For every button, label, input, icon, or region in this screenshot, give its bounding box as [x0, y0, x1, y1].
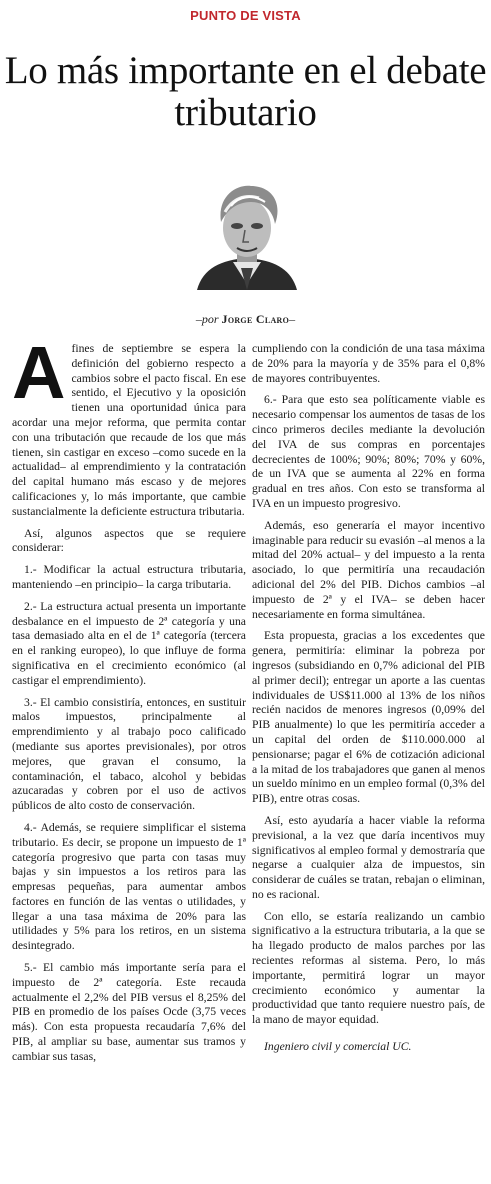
dropcap: A	[12, 342, 66, 414]
paragraph-text: fines de septiembre se espera la definición del gobierno respecto a cambios sobre el pacto fiscal. En ese sentido, el Ejecutivo y la oposición tienen una oportunidad única para acordar una mejor reforma, que permita contar con una tributación que recaude de los que más tienen, sin castigar en exceso –como sucede en la actualidad– al emprendimiento y la contratación del capital humano más escaso y de mejores calificaciones y, lo más importante, que cambie sustancialmente la deficiente estructura tributaria.	[12, 342, 246, 518]
paragraph: Además, eso generaría el mayor incentivo imaginable para reducir su evasión –al menos a la mitad del 20% actual– y del impuesto a la renta asociado, lo que permitiría una recaudación adicional del 2% del PIB. Dichos cambios –al impuesto de 2ª y el IVA– se deben hacer necesariamente en forma simultánea.	[252, 518, 485, 621]
headline: Lo más importante en el debate tributario	[4, 49, 487, 134]
paragraph: Esta propuesta, gracias a los excedentes que genera, permitiría: eliminar la pobreza por ingresos (subsidiando en 0,7% adicional del PIB al primer decil); entregar un aporte a las cuentas individuales de US$11.000 al 13% de los niños recién nacidos de menores ingresos (0,09% del PIB anualmente) lo que les permitiría acceder a un capital del orden de $110.000.000 al pensionarse; pagar el 6% de cotización adicional a la mitad de los trabajadores que ganen al menos un sueldo mínimo en un empleo formal (0,3% del PIB), entre otras cosas.	[252, 629, 485, 806]
paragraph: cumpliendo con la condición de una tasa máxima de 20% para la mayoría y de 35% para el 0,8% de mayores contribuyentes.	[252, 342, 485, 385]
paragraph: 1.- Modificar la actual estructura tributaria, manteniendo –en principio– la carga tributaria.	[12, 563, 246, 591]
author-portrait	[193, 172, 301, 290]
byline-prefix: –por	[195, 312, 222, 326]
paragraph: Así, algunos aspectos que se requiere considerar:	[12, 526, 246, 555]
column-right	[252, 342, 485, 1142]
paragraph: 4.- Además, se requiere simplificar el sistema tributario. Es decir, se propone un impuesto de 1ª categoría progresivo que parta con tasas muy bajas y sin impuestos a los retiros para las empresas pequeñas, para aumentar ambos factores en función de las ventas o utilidades, y llegar a una tasa máxima de 20% para las utilidades y 5% para los retiros, en un sistema desintegrado.	[12, 820, 246, 953]
paragraph: 3.- El cambio consistiría, entonces, en sustituir malos impuestos, principalmente al emprendimiento y al trabajo poco calificado (mediante sus aportes previsionales), por otros mejores, que gravan el consumo, la contaminación, el tabaco, alcohol y bebidas azucaradas y cobren por el uso de activos públicos de alto costo de conservación.	[12, 695, 246, 813]
paragraph	[12, 342, 246, 520]
paragraph: Con ello, se estaría realizando un cambio significativo a la estructura tributaria, a la que se ha llegado producto de malos parches por las recientes reformas al sistema. Pero, lo más importante, permitirá lograr un mayor crecimiento económico y aumentar la productividad que tanto requiere nuestro país, de la mano de mayor equidad.	[252, 909, 485, 1027]
paragraph: 5.- El cambio más importante sería para el impuesto de 2ª categoría. Este recauda actualmente el 2,2% del PIB versus el 8,25% del PIB en promedio de los países Ocde (3,75 veces más). Con esta propuesta recaudaría 7,6% del PIB, al ampliar su base, aumentar sus tramos y cambiar sus tasas,	[12, 961, 246, 1063]
paragraph: Así, esto ayudaría a hacer viable la reforma previsional, a la vez que daría incentivos muy significativos al empleo formal y demostraría que negarse a cualquier alza de impuestos, sin considerar de cuáles se tratan, rebajan o eliminan, no es racional.	[252, 813, 485, 901]
section-label: PUNTO DE VISTA	[190, 8, 301, 23]
column-left	[12, 342, 246, 1142]
paragraph: 6.- Para que esto sea políticamente viable es necesario compensar los aumentos de tasas de los cinco primeros deciles mediante la devolución del IVA de sus compras en porcentajes decrecientes de 100%; 90%; 80%; 70% y 60%, de un IVA que se aumenta al 22% en forma gradual en tres años. Con esto se transforma al IVA en un impuesto progresivo.	[252, 393, 485, 510]
byline	[0, 312, 491, 327]
author-name: Jorge Claro	[221, 312, 290, 326]
author-signature: Ingeniero civil y comercial UC.	[264, 1040, 412, 1054]
paragraph: 2.- La estructura actual presenta un importante desbalance en el impuesto de 2ª categoría y una tasa demasiado alta en el de 1ª categoría (tercera en el ranking europeo), lo que influye de forma significativa en el crecimiento económico (al castigar el emprendimiento).	[12, 599, 246, 687]
byline-suffix: –	[289, 312, 296, 326]
